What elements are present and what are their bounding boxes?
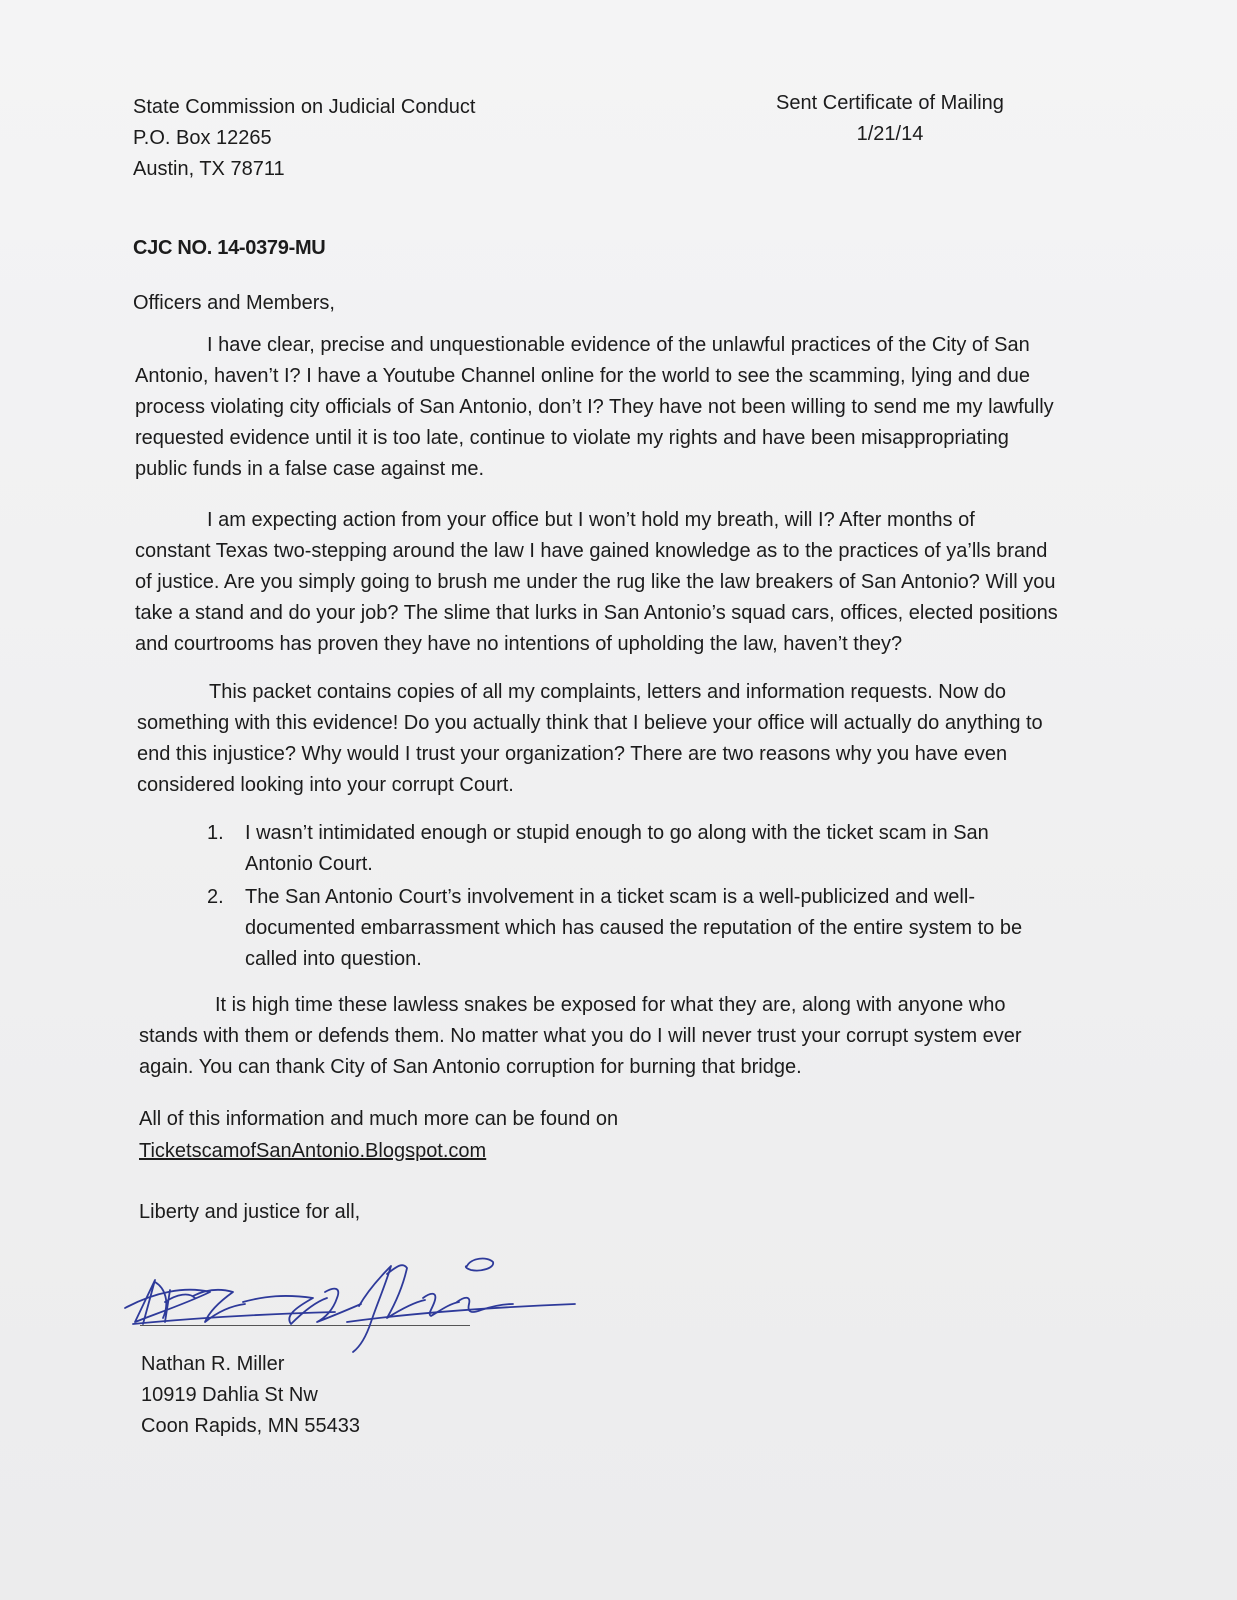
reason-line: called into question. (245, 948, 422, 970)
reason-line: I wasn’t intimidated enough or stupid enough to go along with the ticket scam in San (245, 822, 989, 844)
salutation: Officers and Members, (133, 292, 335, 314)
paragraph-3 (137, 677, 1077, 801)
paragraph-3-line: This packet contains copies of all my complaints, letters and information requests. Now do (209, 681, 1007, 703)
mailing-note-line-1: Sent Certificate of Mailing (776, 92, 1004, 114)
reason-line: documented embarrassment which has caused the reputation of the entire system to be (245, 917, 1023, 939)
sender-city: Coon Rapids, MN 55433 (141, 1415, 361, 1437)
paragraph-1-line: Antonio, haven’t I? I have a Youtube Channel online for the world to see the scamming, lying and due (135, 365, 1031, 387)
paragraph-2-line: constant Texas two-stepping around the law I have gained knowledge as to the practices of ya’lls brand (135, 540, 1048, 562)
paragraph-2-line: take a stand and do your job? The slime that lurks in San Antonio’s squad cars, offices, elected positions (135, 602, 1058, 624)
paragraph-2 (135, 505, 1075, 660)
blog-url-link[interactable]: TicketscamofSanAntonio.Blogspot.com (139, 1140, 487, 1162)
paragraph-1-line: I have clear, precise and unquestionable evidence of the unlawful practices of the City of San (207, 334, 1030, 356)
sender-address (141, 1349, 360, 1442)
paragraph-4-line: It is high time these lawless snakes be exposed for what they are, along with anyone who (215, 994, 1006, 1016)
paragraph-3-line: end this injustice? Why would I trust your organization? There are two reasons why you have even (137, 743, 1008, 765)
info-text: All of this information and much more can be found on (139, 1108, 619, 1130)
paragraph-2-line: I am expecting action from your office but I won’t hold my breath, will I? After months of (207, 509, 975, 531)
recipient-address (133, 92, 475, 185)
signature-image (115, 1252, 585, 1362)
paragraph-1 (135, 330, 1075, 485)
paragraph-1-line: process violating city officials of San Antonio, don’t I? They have not been willing to send me my lawfully (135, 396, 1054, 418)
case-number: CJC NO. 14-0379-MU (133, 237, 326, 259)
paragraph-4-line: again. You can thank City of San Antonio corruption for burning that bridge. (139, 1056, 802, 1078)
sender-name: Nathan R. Miller (141, 1353, 285, 1375)
paragraph-2-line: and courtrooms has proven they have no intentions of upholding the law, haven’t they? (135, 633, 903, 655)
sender-street: 10919 Dahlia St Nw (141, 1384, 318, 1406)
mailing-note-date: 1/21/14 (856, 123, 924, 145)
reason-line: The San Antonio Court’s involvement in a ticket scam is a well-publicized and well- (245, 886, 975, 908)
paragraph-1-line: public funds in a false case against me. (135, 458, 485, 480)
reason-item-1 (207, 818, 1057, 880)
reason-line: Antonio Court. (245, 853, 373, 875)
paragraph-1-line: requested evidence until it is too late, continue to violate my rights and have been misappropriating (135, 427, 1009, 449)
recipient-line-1: State Commission on Judicial Conduct (133, 96, 476, 118)
reason-number: 2. (207, 886, 224, 908)
recipient-line-3: Austin, TX 78711 (133, 158, 285, 180)
recipient-line-2: P.O. Box 12265 (133, 127, 272, 149)
mailing-note (760, 88, 1020, 150)
paragraph-3-line: something with this evidence! Do you actually think that I believe your office will actually do anything to (137, 712, 1043, 734)
paragraph-2-line: of justice. Are you simply going to brush me under the rug like the law breakers of San Antonio? Will you (135, 571, 1056, 593)
paragraph-3-line: considered looking into your corrupt Court. (137, 774, 514, 796)
reason-item-2 (207, 882, 1057, 975)
paragraph-4-line: stands with them or defends them. No matter what you do I will never trust your corrupt system ever (139, 1025, 1022, 1047)
reason-number: 1. (207, 822, 224, 844)
closing: Liberty and justice for all, (139, 1201, 361, 1223)
paragraph-4 (139, 990, 1079, 1083)
